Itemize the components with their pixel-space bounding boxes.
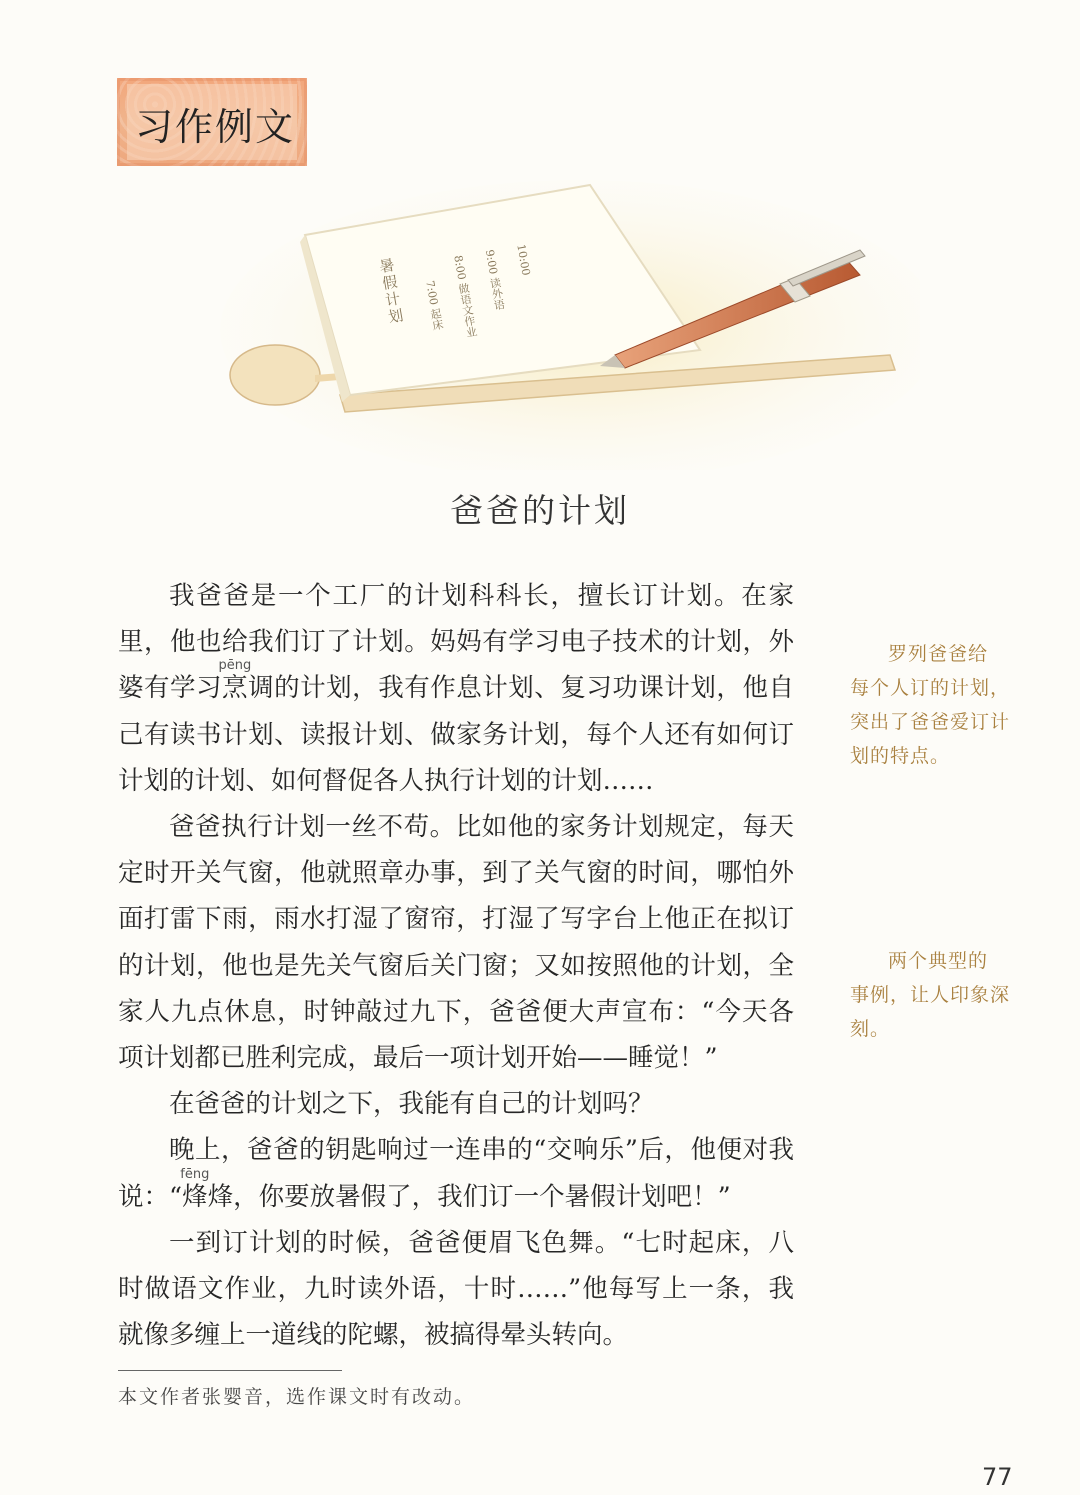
paragraph-text: 晚上，爸爸的钥匙响过一连串的“交响乐”后，他便对我说：“ — [118, 1135, 794, 1212]
paragraph — [118, 1127, 794, 1219]
paragraph: 一到订计划的时候，爸爸便眉飞色舞。“七时起床，八时做语文作业，九时读外语，十时……”他每写上一条，我就像多缠上一道线的陀螺，被搞得晕头转向。 — [118, 1227, 794, 1351]
annotated-char: 烹 — [218, 673, 252, 704]
essay-body — [118, 573, 794, 1358]
side-note-text: 事例，让人印象深刻。 — [850, 984, 1011, 1040]
pinyin-text: fēng — [180, 1166, 210, 1182]
paragraph: 爸爸执行计划一丝不苟。比如他的家务计划规定，每天定时开关气窗，他就照章办事，到了关气窗的时间，哪怕外面打雷下雨，雨水打湿了窗帘，打湿了写字台上他正在拟订的计划，他也是先关气窗后关门窗；又如按照他的计划，全家人九点休息，时钟敲过九下，爸爸便大声宣布：“今天各项计划都已胜利完成，最后一项计划开始——睡觉！” — [118, 812, 794, 1074]
paper-line: 7:00 起床 — [423, 279, 445, 332]
paper-line: 8:00 做语文作业 — [451, 254, 479, 339]
section-label — [117, 78, 307, 166]
annotated-char: 烽 — [180, 1181, 210, 1212]
paragraph: 在爸爸的计划之下，我能有自己的计划吗？ — [169, 1089, 654, 1120]
pinyin-annotation — [180, 1166, 210, 1212]
side-note — [850, 637, 1020, 773]
footnote: 本文作者张婴音，选作课文时有改动。 — [118, 1386, 476, 1408]
side-note-text: 每个人订的计划，突出了爸爸爱订计划的特点。 — [850, 677, 1011, 767]
side-note-first-line: 两个典型的 — [888, 950, 989, 972]
paragraph — [118, 573, 794, 804]
paragraph-text: 我爸爸是一个工厂的计划科科长，擅长订计划。在家里，他也给我们订了计划。妈妈有学习电子技术的计划，外婆有学习 — [118, 581, 794, 704]
paper-heading: 暑假计划 — [376, 256, 406, 327]
section-label-text: 习作例文 — [135, 105, 296, 149]
paper-line: 9:00 读外语 — [482, 248, 507, 312]
pinyin-annotation — [218, 658, 252, 704]
plan-paper-illustration — [220, 180, 920, 470]
paper-line: 10:00 — [514, 243, 533, 277]
paragraph-text: 烽，你要放暑假了，我们订一个暑假计划吧！” — [207, 1181, 731, 1212]
essay-title: 爸爸的计划 — [450, 491, 630, 530]
footnote-divider — [118, 1370, 342, 1371]
paragraph-text: 调的计划，我有作息计划、复习功课计划，他自己有读书计划、读报计划、做家务计划，每个人还有如何订计划的计划、如何督促各人执行计划的计划…… — [118, 673, 794, 796]
pinyin-text: pēng — [218, 658, 252, 674]
side-note — [850, 944, 1020, 1046]
side-note-first-line: 罗列爸爸给 — [888, 643, 989, 665]
spoon-bowl — [230, 345, 320, 405]
page-number: 77 — [982, 1463, 1013, 1491]
